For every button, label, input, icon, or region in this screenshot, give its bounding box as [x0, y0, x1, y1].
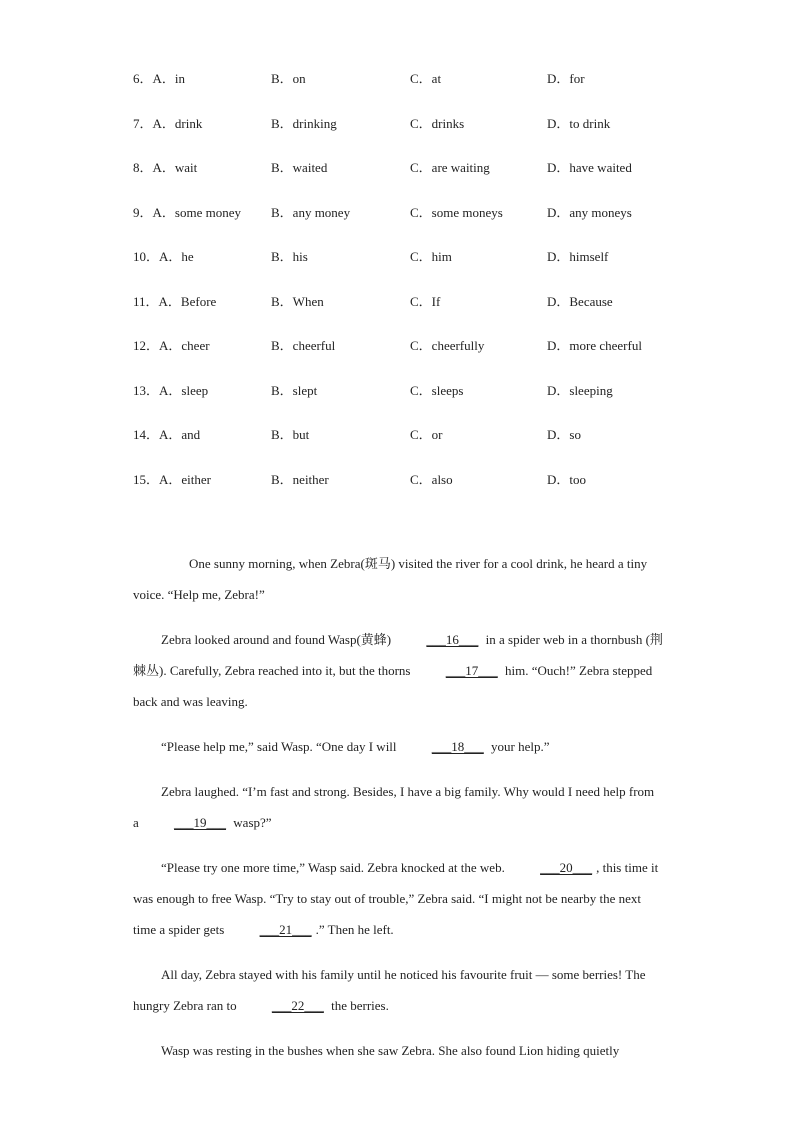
blank-19[interactable]: ___19___: [174, 815, 227, 830]
option-c[interactable]: [410, 202, 503, 221]
paragraph-text: “Please try one more time,” Wasp said. Zebra knocked at the web.: [161, 860, 505, 875]
paragraph-text: Zebra laughed. “I’m fast and strong. Besides, I have a big family. Why would I need help from a: [133, 784, 655, 830]
option-d[interactable]: [547, 291, 613, 310]
option-d[interactable]: [547, 202, 632, 221]
option-text: D．for: [547, 71, 585, 86]
paragraph-text: Zebra looked around and found Wasp(黄蜂): [161, 632, 392, 647]
option-text: B．his: [271, 249, 308, 264]
question-row: [133, 380, 733, 425]
option-text: C．some moneys: [410, 204, 503, 220]
option-text: A．drink: [152, 115, 203, 131]
option-text: A．either: [159, 471, 211, 487]
option-text: A．wait: [152, 160, 198, 175]
option-text: C．or: [410, 427, 443, 442]
question-number: 12．: [133, 338, 160, 353]
option-a[interactable]: [133, 469, 211, 488]
paragraph-3: [133, 731, 663, 762]
question-number: 13．: [133, 382, 160, 398]
option-b[interactable]: [271, 424, 309, 443]
paragraph-text: One sunny morning, when Zebra(斑马) visited the river for a cool drink, he heard a tiny voice. “Help me, Zebra!”: [133, 556, 648, 602]
paragraph-2: [133, 624, 663, 717]
option-text: D．so: [547, 427, 581, 442]
question-row: [133, 291, 733, 336]
option-c[interactable]: [410, 335, 484, 354]
option-c[interactable]: [410, 113, 464, 132]
question-number: 7．: [133, 115, 153, 131]
paragraph-text: “Please help me,” said Wasp. “One day I will: [161, 739, 397, 754]
blank-22[interactable]: ___22___: [271, 998, 324, 1013]
option-text: D．himself: [547, 249, 609, 264]
option-b[interactable]: [271, 335, 335, 354]
option-a[interactable]: [133, 113, 202, 132]
blank-17[interactable]: ___17___: [445, 663, 498, 678]
option-text: A．sleep: [159, 382, 209, 398]
reading-passage: [133, 548, 663, 1080]
option-c[interactable]: [410, 291, 440, 310]
paragraph-text: wasp?”: [233, 815, 272, 830]
question-number: 8．: [133, 160, 153, 175]
paragraph-text: the berries.: [331, 998, 389, 1013]
option-a[interactable]: [133, 202, 241, 221]
paragraph-text: Wasp was resting in the bushes when she saw Zebra. She also found Lion hiding quietly: [161, 1043, 620, 1058]
option-text: A．in: [152, 71, 186, 86]
paragraph-6: [133, 959, 663, 1021]
paragraph-text: .” Then he left.: [315, 922, 394, 937]
option-c[interactable]: [410, 68, 441, 87]
option-b[interactable]: [271, 202, 350, 221]
option-text: C．sleeps: [410, 382, 464, 398]
question-row: [133, 335, 733, 380]
paragraph-4: [133, 776, 663, 838]
option-text: C．also: [410, 471, 453, 487]
option-c[interactable]: [410, 424, 443, 443]
option-a[interactable]: [133, 380, 208, 399]
option-text: C．are waiting: [410, 160, 490, 175]
paragraph-text: in a spider web in a thornbush (荆棘丛). Carefully, Zebra reached into it, but the thorns: [133, 632, 663, 678]
option-a[interactable]: [133, 246, 194, 265]
option-b[interactable]: [271, 469, 329, 488]
paragraph-1: [133, 548, 663, 610]
question-number: 11．: [133, 293, 159, 309]
option-b[interactable]: [271, 113, 337, 132]
question-row: [133, 202, 733, 247]
option-d[interactable]: [547, 380, 613, 399]
option-d[interactable]: [547, 469, 586, 488]
option-text: D．have waited: [547, 160, 632, 175]
option-text: D．to drink: [547, 115, 611, 131]
option-d[interactable]: [547, 335, 642, 354]
option-b[interactable]: [271, 291, 324, 310]
option-text: B．When: [271, 293, 324, 309]
option-a[interactable]: [133, 335, 210, 354]
question-row: [133, 469, 733, 514]
option-text: B．waited: [271, 160, 328, 175]
option-text: C．drinks: [410, 115, 465, 131]
option-text: A．some money: [152, 204, 241, 220]
option-text: A．Before: [158, 293, 217, 309]
question-number: 9．: [133, 204, 153, 220]
option-b[interactable]: [271, 380, 317, 399]
option-text: B．on: [271, 71, 306, 86]
answer-options: [133, 68, 733, 513]
paragraph-5: [133, 852, 663, 945]
paragraph-text: All day, Zebra stayed with his family until he noticed his favourite fruit — some berries! The hungry Zebra ran to: [133, 967, 646, 1013]
question-number: 6．: [133, 71, 153, 86]
blank-16[interactable]: ___16___: [426, 632, 479, 647]
option-text: C．cheerfully: [410, 338, 485, 353]
blank-21[interactable]: ___21___: [259, 922, 312, 937]
paragraph-text: , this time it was enough to free Wasp. “Try to stay out of trouble,” Zebra said. “I might not be nearby the next time a spider gets: [133, 860, 659, 937]
option-a[interactable]: [133, 68, 185, 87]
question-row: [133, 157, 733, 202]
question-number: 14．: [133, 427, 160, 442]
option-text: C．If: [410, 293, 441, 309]
paragraph-text: him. “Ouch!” Zebra stepped back and was leaving.: [133, 663, 653, 709]
option-text: B．any money: [271, 204, 351, 220]
question-row: [133, 113, 733, 158]
option-text: C．him: [410, 249, 452, 264]
option-text: D．any moneys: [547, 204, 632, 220]
paragraph-7: [133, 1035, 663, 1066]
option-text: D．sleeping: [547, 382, 613, 398]
option-a[interactable]: [133, 291, 216, 310]
question-row: [133, 424, 733, 469]
option-d[interactable]: [547, 68, 585, 87]
option-b[interactable]: [271, 157, 327, 176]
question-row: [133, 68, 733, 113]
option-a[interactable]: [133, 424, 200, 443]
question-number: 10．: [133, 249, 160, 264]
question-number: 15．: [133, 471, 160, 487]
option-text: B．slept: [271, 382, 318, 398]
option-text: B．but: [271, 427, 310, 442]
option-c[interactable]: [410, 469, 453, 488]
option-text: A．and: [159, 427, 201, 442]
option-text: A．cheer: [159, 338, 210, 353]
question-row: [133, 246, 733, 291]
option-text: B．cheerful: [271, 338, 336, 353]
option-b[interactable]: [271, 246, 308, 265]
option-text: A．he: [159, 249, 194, 264]
blank-20[interactable]: ___20___: [540, 860, 593, 875]
option-text: C．at: [410, 71, 442, 86]
option-text: D．too: [547, 471, 587, 487]
option-text: D．Because: [547, 293, 613, 309]
option-c[interactable]: [410, 246, 452, 265]
blank-18[interactable]: ___18___: [431, 739, 484, 754]
option-text: D．more cheerful: [547, 338, 642, 353]
option-text: B．drinking: [271, 115, 337, 131]
option-c[interactable]: [410, 157, 490, 176]
option-text: B．neither: [271, 471, 329, 487]
option-d[interactable]: [547, 157, 632, 176]
option-d[interactable]: [547, 113, 610, 132]
option-c[interactable]: [410, 380, 463, 399]
paragraph-text: your help.”: [491, 739, 550, 754]
option-b[interactable]: [271, 68, 306, 87]
option-a[interactable]: [133, 157, 197, 176]
option-d[interactable]: [547, 246, 608, 265]
option-d[interactable]: [547, 424, 581, 443]
